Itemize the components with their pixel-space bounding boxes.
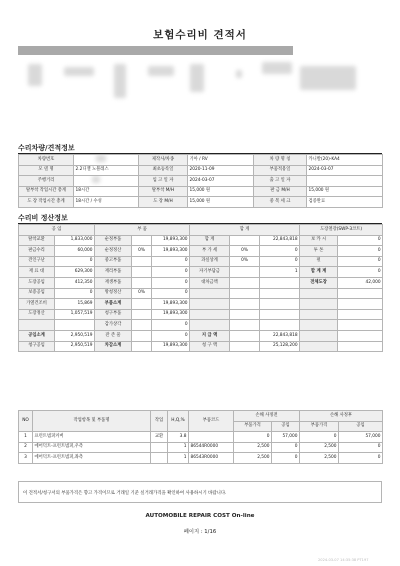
total-header: 합 계: [190, 225, 300, 236]
field-label: [190, 320, 230, 331]
table-row: [19, 330, 383, 341]
parts-cell: 2,500: [300, 442, 339, 453]
field-value: 0: [55, 288, 95, 299]
field-label: 판 금 M/H: [254, 186, 307, 197]
field-label: 최초등록일: [139, 165, 188, 176]
table-row: [19, 197, 383, 208]
field-value: 0: [338, 256, 383, 267]
field-label: 차감소계: [95, 341, 132, 352]
labor-header: 공 임: [19, 225, 95, 236]
field-label: 주행거리: [19, 176, 74, 187]
field-value: 19,893,300: [152, 235, 190, 246]
field-label: 순정부품: [95, 235, 132, 246]
item-header: 작업항목 및 부품명: [33, 411, 151, 432]
field-label: 도장공임: [19, 277, 55, 288]
field-value: [230, 320, 260, 331]
field-label: 방청정산: [95, 288, 132, 299]
parts-cell: 0: [339, 442, 383, 453]
document-title: 보험수리비 견적서: [153, 29, 247, 41]
parts-cell: 3: [19, 453, 33, 464]
field-value: 18시간: [74, 186, 139, 197]
settlement-heading: 수리비 정산정보: [18, 214, 68, 222]
field-label: 입 고 일 자: [139, 176, 188, 187]
field-label: 재리부품: [95, 267, 132, 278]
field-value: 19,893,300: [152, 341, 190, 352]
field-label: 잔 존 물: [95, 330, 132, 341]
parts-cell: 2,500: [234, 453, 272, 464]
field-value: [230, 267, 260, 278]
parts-cell: 0: [300, 432, 339, 443]
redacted-plate: [96, 155, 106, 162]
parts-cell: 3.8: [168, 432, 189, 443]
field-value: 0: [152, 320, 190, 331]
field-value: 0: [152, 267, 190, 278]
field-value: 15,000 원: [188, 186, 254, 197]
field-label: 순정정산: [95, 246, 132, 257]
field-label: 가열건조비: [19, 299, 55, 310]
field-label: 차 량 명 칭: [254, 155, 307, 166]
field-value: 15,000 원: [188, 197, 254, 208]
field-value: 1,057,519: [55, 309, 95, 320]
redacted-bar: [18, 46, 293, 55]
field-value: [74, 155, 139, 166]
field-label: 판금수리: [19, 246, 55, 257]
table-row: [19, 267, 383, 278]
field-value: [132, 256, 152, 267]
field-label: 합 계: [190, 235, 230, 246]
field-label: 지 급 액: [190, 330, 230, 341]
field-value: 2024-03-07: [188, 176, 254, 187]
parts-cell: 0: [272, 453, 300, 464]
table-row: [19, 320, 383, 331]
field-label: 모 델 명: [19, 165, 74, 176]
field-value: [230, 309, 260, 320]
field-label: 차량번호: [19, 155, 74, 166]
labor-header: 공임: [339, 421, 383, 432]
field-label: 공임소계: [19, 330, 55, 341]
vehicle-info-heading: 수리차량/견적정보: [18, 144, 75, 152]
parts-cell: 교환: [151, 432, 168, 443]
field-value: 2020-11-09: [188, 165, 254, 176]
parts-cell: 2: [19, 442, 33, 453]
parts-table: [18, 410, 383, 464]
paint-header: 도장철강(SWP-3코트): [300, 225, 383, 236]
field-value: 0: [338, 267, 383, 278]
parts-header: 부 품: [95, 225, 190, 236]
parts-cell: 0: [272, 442, 300, 453]
field-value: [260, 277, 300, 288]
parts-cell: [151, 453, 168, 464]
labor-header: 공임: [272, 421, 300, 432]
code-header: 부품코드: [189, 411, 234, 432]
table-row: [19, 453, 383, 464]
field-value: [338, 320, 383, 331]
field-label: [300, 288, 338, 299]
field-label: [190, 309, 230, 320]
field-value: 2,950,519: [55, 341, 95, 352]
table-row: [19, 165, 383, 176]
field-value: 2.2디젤 노블레스: [74, 165, 139, 176]
field-value: 0: [260, 256, 300, 267]
redacted-text: [114, 64, 126, 98]
field-value: 0: [152, 330, 190, 341]
field-value: 1: [260, 267, 300, 278]
table-row: [19, 309, 383, 320]
field-value: 0: [260, 246, 300, 257]
field-value: 18시간 / 수성: [74, 197, 139, 208]
parts-cell: 1: [168, 453, 189, 464]
redacted-text: [262, 62, 292, 74]
field-value: [338, 330, 383, 341]
field-label: 중 복 세 크: [254, 197, 307, 208]
field-label: [300, 330, 338, 341]
field-label: 도장정산: [19, 309, 55, 320]
field-label: [300, 341, 338, 352]
field-value: 0%: [132, 246, 152, 257]
field-label: [190, 299, 230, 310]
field-label: 청구부품: [95, 309, 132, 320]
field-label: 견인구난: [19, 256, 55, 267]
redacted-mileage: [92, 176, 100, 183]
field-label: [19, 320, 55, 331]
field-value: 0: [152, 256, 190, 267]
price-notice: 이 견적서/청구서의 부품가격은 향고 가격이므로 거래일 기준 실거래가격을 확인하여 사용하시기 바랍니다.: [18, 481, 382, 503]
redacted-text: [28, 64, 42, 86]
field-label: [300, 320, 338, 331]
after-adjust-header: 손해 사정후: [300, 411, 383, 422]
field-value: [338, 299, 383, 310]
field-value: 0: [152, 277, 190, 288]
field-label: 합 계 계: [300, 267, 338, 278]
field-label: 도 장 작업시간 총계: [19, 197, 74, 208]
field-value: [55, 320, 95, 331]
field-value: 0%: [230, 246, 260, 257]
field-value: [338, 309, 383, 320]
field-value: 19,893,300: [152, 299, 190, 310]
field-value: [230, 288, 260, 299]
parts-cell: 57,000: [272, 432, 300, 443]
field-value: 카니발(20)-KA4: [307, 155, 383, 166]
settlement-table: [18, 224, 383, 352]
field-label: 부 가 세: [190, 246, 230, 257]
field-value: 15,869: [55, 299, 95, 310]
price-header: 부품가격: [234, 421, 272, 432]
table-row: [19, 432, 383, 443]
footer-brand: AUTOMOBILE REPAIR COST On-line: [145, 513, 255, 519]
table-row: [19, 288, 383, 299]
field-value: [132, 330, 152, 341]
parts-cell: 86544R0000: [189, 442, 234, 453]
hqty-header: H,Q,%: [168, 411, 189, 432]
field-value: [260, 288, 300, 299]
redacted-text: [236, 70, 242, 78]
print-timestamp: 2024-03-07 14:35:38 PT197: [318, 558, 369, 562]
field-value: 0: [338, 246, 383, 257]
parts-cell: 0: [339, 453, 383, 464]
parts-cell: 2,500: [234, 442, 272, 453]
table-row: [19, 246, 383, 257]
work-header: 작업: [151, 411, 168, 432]
redacted-text: [148, 66, 174, 76]
field-label: 청 구 액: [190, 341, 230, 352]
parts-cell: 에어덕트-프런트범퍼,좌측: [33, 453, 151, 464]
field-value: [260, 299, 300, 310]
field-value: 1,833,000: [55, 235, 95, 246]
field-value: 기아 / RV: [188, 155, 254, 166]
parts-cell: 57,000: [339, 432, 383, 443]
field-value: [230, 235, 260, 246]
table-row: [19, 155, 383, 166]
field-value: [230, 341, 260, 352]
field-label: 재생부품: [95, 277, 132, 288]
field-label: [300, 309, 338, 320]
parts-cell: [151, 442, 168, 453]
field-label: [300, 299, 338, 310]
field-value: [307, 176, 383, 187]
field-label: 탈부착 작업시간 총계: [19, 186, 74, 197]
field-label: 출 고 일 자: [254, 176, 307, 187]
table-row: [19, 235, 383, 246]
field-label: 탈착교환: [19, 235, 55, 246]
field-label: 탈부착 M/H: [139, 186, 188, 197]
field-value: 0: [338, 235, 383, 246]
table-row: [19, 176, 383, 187]
field-value: [132, 341, 152, 352]
field-value: 42,000: [338, 277, 383, 288]
vehicle-info-table: [18, 154, 383, 208]
field-label: 대차금액: [190, 277, 230, 288]
field-value: [260, 309, 300, 320]
field-value: 2,950,519: [55, 330, 95, 341]
field-value: 60,000: [55, 246, 95, 257]
parts-cell: 0: [234, 432, 272, 443]
field-label: 부품적용일: [254, 165, 307, 176]
field-label: 재 료 대: [19, 267, 55, 278]
field-value: 검증완료: [307, 197, 383, 208]
parts-cell: 1: [19, 432, 33, 443]
field-value: 0%: [230, 256, 260, 267]
parts-cell: 2,500: [300, 453, 339, 464]
field-value: 19,893,300: [152, 246, 190, 257]
field-label: 청구공임: [19, 341, 55, 352]
field-label: 부품소계: [95, 299, 132, 310]
page-indicator: 페이지 : 1/16: [183, 529, 217, 535]
field-value: 412,350: [55, 277, 95, 288]
parts-cell: 프런트범퍼커버: [33, 432, 151, 443]
table-row: [19, 341, 383, 352]
field-value: [338, 288, 383, 299]
table-row: [19, 277, 383, 288]
redacted-text: [64, 67, 94, 76]
field-value: [132, 235, 152, 246]
field-label: 감가상각: [95, 320, 132, 331]
field-value: 0: [152, 288, 190, 299]
field-value: [230, 299, 260, 310]
field-value: [230, 277, 260, 288]
field-value: 2024-03-07: [307, 165, 383, 176]
field-label: 보 카 시: [300, 235, 338, 246]
field-label: 전체도장: [300, 277, 338, 288]
field-value: [132, 299, 152, 310]
field-value: [260, 320, 300, 331]
field-label: 제작사/차종: [139, 155, 188, 166]
field-value: [132, 267, 152, 278]
field-value: [338, 341, 383, 352]
field-value: 22,843,818: [260, 330, 300, 341]
field-value: 25,128,200: [260, 341, 300, 352]
field-label: 자기부담금: [190, 267, 230, 278]
parts-cell: 에어덕트-프런트범퍼,우측: [33, 442, 151, 453]
field-label: 투 톤: [300, 246, 338, 257]
redacted-text: [190, 64, 204, 92]
before-adjust-header: 손해 사정전: [234, 411, 300, 422]
field-value: 0%: [132, 288, 152, 299]
field-label: 과실상계: [190, 256, 230, 267]
field-label: 펄: [300, 256, 338, 267]
field-value: [132, 309, 152, 320]
field-value: [132, 277, 152, 288]
table-row: [19, 186, 383, 197]
table-row: [19, 299, 383, 310]
field-label: 보증공임: [19, 288, 55, 299]
field-label: 중고부품: [95, 256, 132, 267]
field-value: [74, 176, 139, 187]
redacted-text: [300, 66, 356, 90]
table-row: [19, 256, 383, 267]
field-value: 15,000 원: [307, 186, 383, 197]
field-value: 629,300: [55, 267, 95, 278]
field-label: 도 장 M/H: [139, 197, 188, 208]
field-value: 19,893,300: [152, 309, 190, 320]
field-value: [132, 320, 152, 331]
field-value: [230, 330, 260, 341]
price-header: 부품가격: [300, 421, 339, 432]
no-header: NO: [19, 411, 33, 432]
parts-cell: [189, 432, 234, 443]
field-label: [190, 288, 230, 299]
table-row: [19, 442, 383, 453]
parts-cell: 86543R0000: [189, 453, 234, 464]
parts-cell: 1: [168, 442, 189, 453]
field-value: 0: [55, 256, 95, 267]
field-value: 22,843,818: [260, 235, 300, 246]
